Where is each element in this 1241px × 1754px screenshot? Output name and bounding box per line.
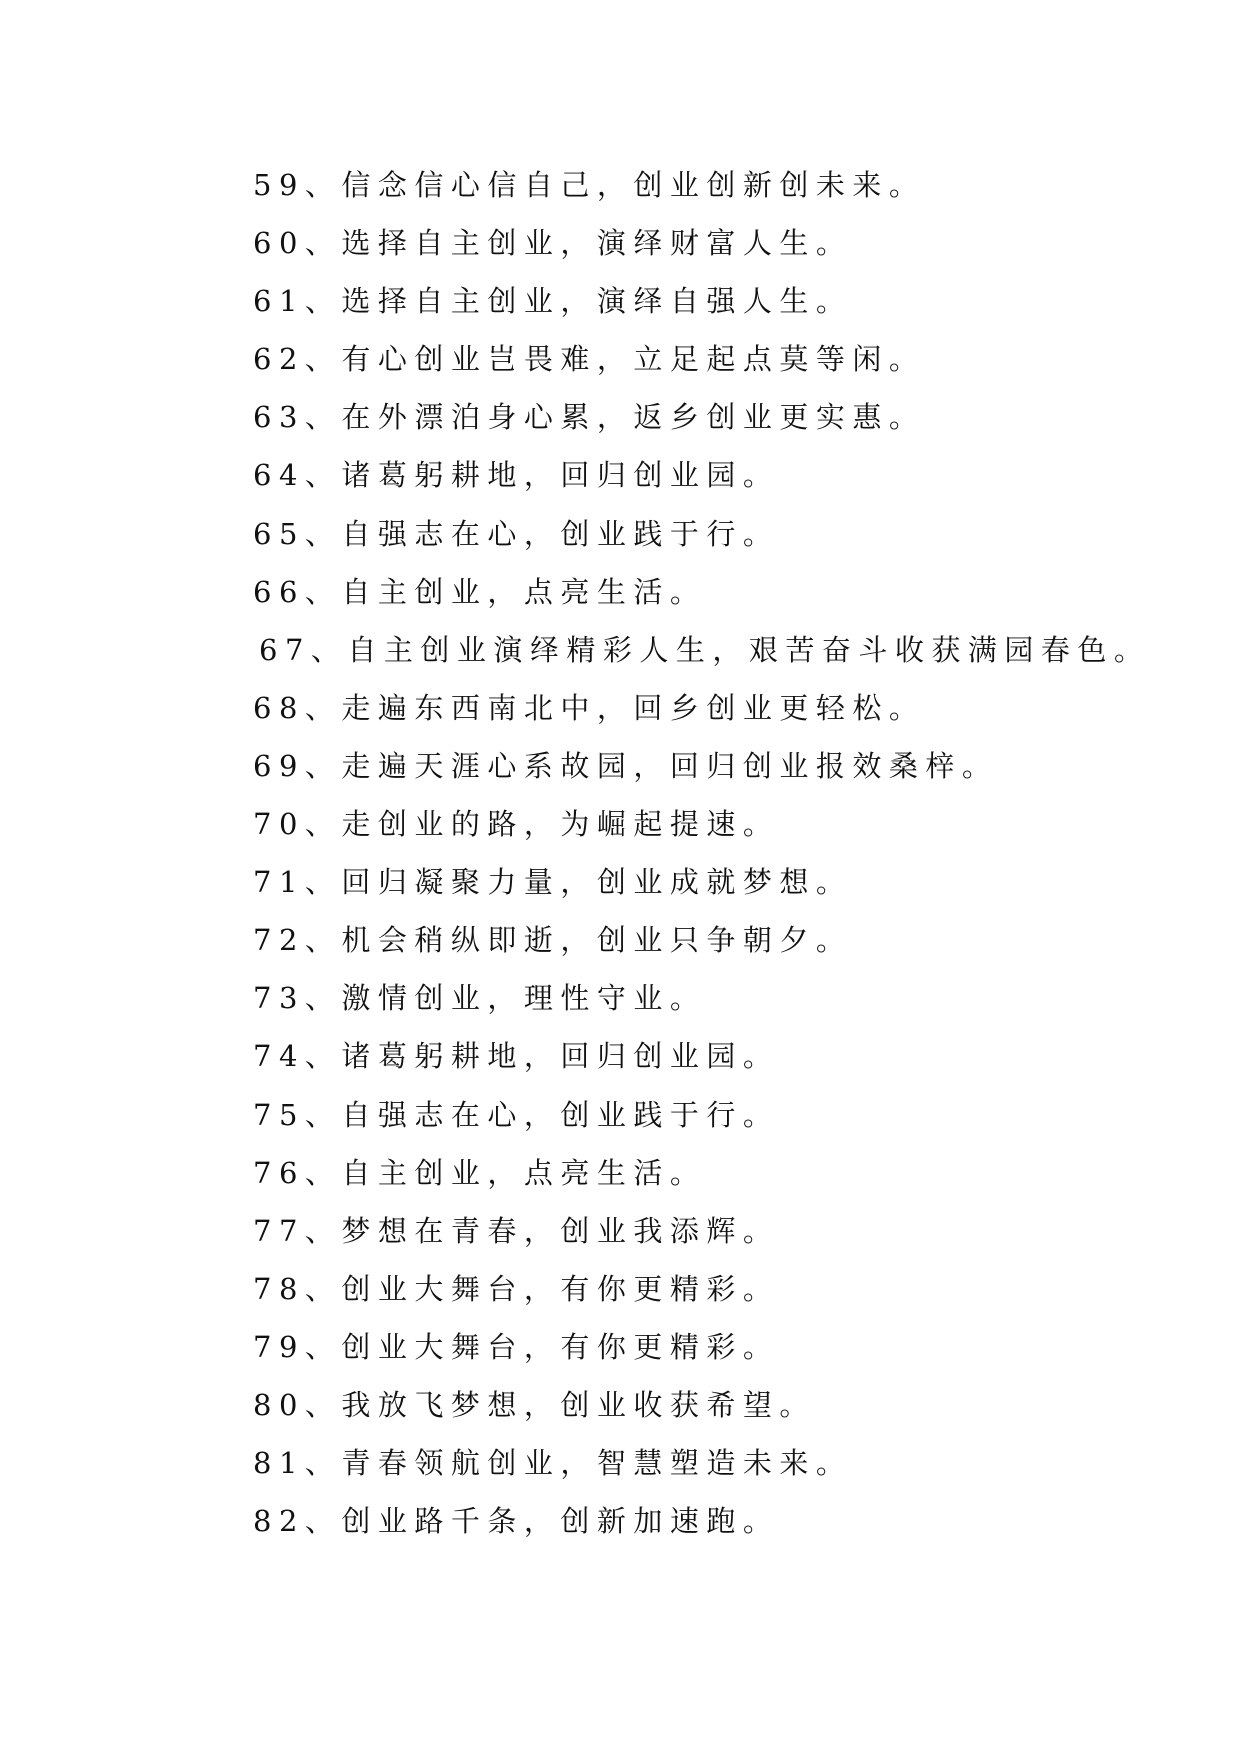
list-item: 62、有心创业岂畏难，立足起点莫等闲。: [253, 342, 926, 377]
list-item: 66、自主创业，点亮生活。: [253, 574, 707, 609]
list-item: 65、自强志在心，创业践于行。: [253, 516, 780, 551]
list-item: 72、机会稍纵即逝，创业只争朝夕。: [253, 923, 853, 958]
list-item: 81、青春领航创业，智慧塑造未来。: [253, 1446, 853, 1481]
list-item: 73、激情创业，理性守业。: [253, 981, 707, 1016]
list-item: 61、选择自主创业，演绎自强人生。: [253, 284, 853, 319]
slogan-list: [253, 156, 1213, 1550]
list-item: 71、回归凝聚力量，创业成就梦想。: [253, 865, 853, 900]
list-item: 80、我放飞梦想，创业收获希望。: [253, 1387, 816, 1422]
list-item: 60、选择自主创业，演绎财富人生。: [253, 226, 853, 261]
list-item: 69、走遍天涯心系故园，回归创业报效桑梓。: [253, 748, 999, 783]
list-item: 74、诸葛躬耕地，回归创业园。: [253, 1039, 780, 1074]
list-item: 79、创业大舞台，有你更精彩。: [253, 1329, 780, 1364]
list-item: 59、信念信心信自己，创业创新创未来。: [253, 168, 926, 202]
list-item: 70、走创业的路，为崛起提速。: [253, 807, 780, 842]
list-item: 63、在外漂泊身心累，返乡创业更实惠。: [253, 400, 926, 435]
list-item: 67、自主创业演绎精彩人生，艰苦奋斗收获满园春色。: [259, 632, 1151, 667]
list-item: 76、自主创业，点亮生活。: [253, 1155, 707, 1190]
list-item: 82、创业路千条，创新加速跑。: [253, 1504, 780, 1539]
list-item: 78、创业大舞台，有你更精彩。: [253, 1271, 780, 1306]
list-item: 77、梦想在青春，创业我添辉。: [253, 1213, 780, 1248]
list-item: 75、自强志在心，创业践于行。: [253, 1097, 780, 1132]
list-item: 64、诸葛躬耕地，回归创业园。: [253, 458, 780, 493]
list-item: 68、走遍东西南北中，回乡创业更轻松。: [253, 690, 926, 725]
